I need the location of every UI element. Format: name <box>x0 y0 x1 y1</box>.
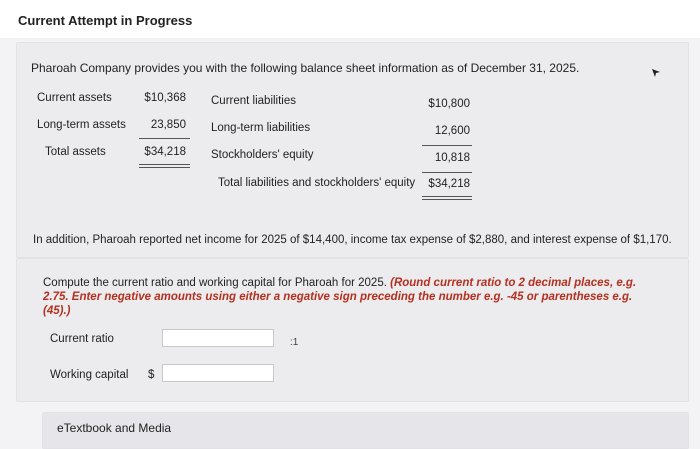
current-ratio-label: Current ratio <box>50 333 114 345</box>
bs-label-long-term-assets: Long-term assets <box>37 119 126 131</box>
bs-value-stockholders-equity: 10,818 <box>434 152 470 164</box>
question-intro: Pharoah Company provides you with the following balance sheet information as of December 31, 2025. <box>31 61 580 75</box>
bs-label-long-term-liabilities: Long-term liabilities <box>211 122 311 134</box>
bs-label-total-liabilities-equity: Total liabilities and stockholders' equity <box>218 177 416 189</box>
bs-value-total-liabilities-equity: $34,218 <box>428 178 470 190</box>
attempt-status: Current Attempt in Progress <box>18 13 193 28</box>
bs-value-current-liabilities: $10,800 <box>428 98 470 110</box>
task-instructions <box>43 276 643 318</box>
working-capital-input[interactable] <box>162 364 274 382</box>
bs-total-underline-2 <box>139 167 190 168</box>
bs-value-total-assets: $34,218 <box>144 146 186 158</box>
bs-liab-total-line <box>422 172 472 173</box>
bs-liab-total-underline-1 <box>422 196 472 197</box>
working-capital-label: Working capital <box>50 369 129 381</box>
bs-value-long-term-assets: 23,850 <box>150 119 186 131</box>
bs-subtotal-line <box>139 138 190 139</box>
task-text: Compute the current ratio and working capital for Pharoah for 2025. <box>43 277 387 289</box>
bs-label-current-assets: Current assets <box>37 92 112 104</box>
bs-total-underline-1 <box>139 164 190 165</box>
mouse-pointer-icon <box>651 68 661 78</box>
bs-liab-subtotal-line <box>422 145 472 146</box>
currency-symbol: $ <box>148 369 155 381</box>
current-ratio-suffix: :1 <box>290 337 299 348</box>
bs-value-long-term-liabilities: 12,600 <box>434 125 470 137</box>
bs-label-stockholders-equity: Stockholders' equity <box>211 149 314 161</box>
current-ratio-input[interactable] <box>162 329 274 347</box>
bs-label-current-liabilities: Current liabilities <box>211 95 297 107</box>
bs-label-total-assets: Total assets <box>45 146 106 158</box>
etextbook-link[interactable]: eTextbook and Media <box>57 421 172 435</box>
bs-value-current-assets: $10,368 <box>144 92 186 104</box>
additional-info-text: In addition, Pharoah reported net income for 2025 of $14,400, income tax expense of $2,880, and interest expense of $1,170. <box>33 234 672 246</box>
bs-liab-total-underline-2 <box>422 199 472 200</box>
task-hint: (Round current ratio to 2 decimal places, e.g. 2.75. Enter negative amounts using either a negative sign preceding the number e.g. -45 or parentheses e.g. (45).) <box>43 277 637 317</box>
